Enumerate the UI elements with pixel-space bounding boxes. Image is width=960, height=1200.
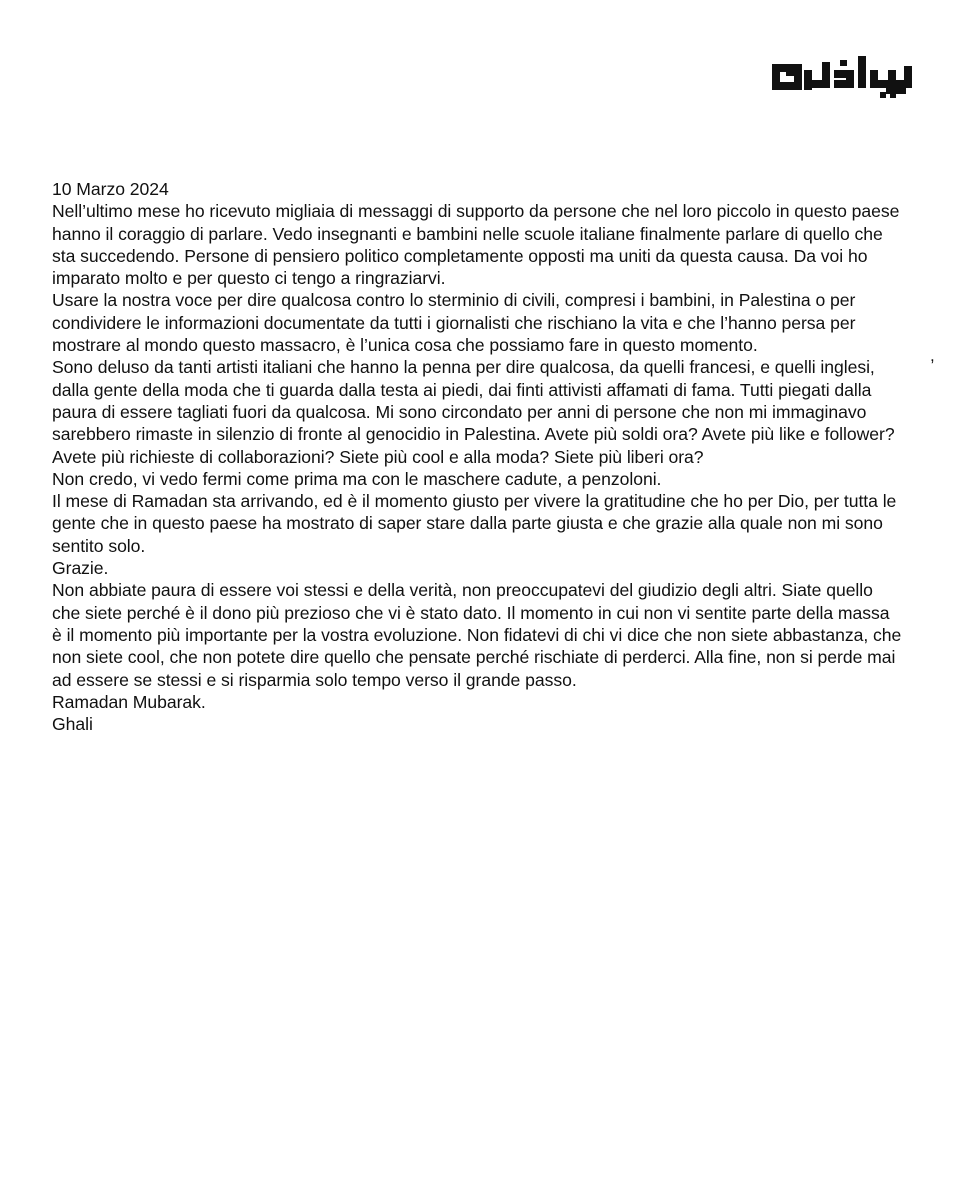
letter-body [52, 178, 902, 735]
stray-punctuation: , [930, 346, 935, 365]
paragraph-thanks: Grazie. [52, 558, 109, 579]
logo-mark [768, 52, 918, 100]
closing-greeting: Ramadan Mubarak. [52, 691, 206, 712]
paragraph-5: Il mese di Ramadan sta arrivando, ed è il momento giusto per vivere la gratitudine che ho per Dio, per tutta le gente che in questo paese ha mostrato di saper stare dalla parte giusta e che grazie alla quale non mi sono sentito solo. [52, 491, 897, 556]
paragraph-6: Non abbiate paura di essere voi stessi e della verità, non preoccupatevi del giudizio degli altri. Siate quello che siete perché è il dono più prezioso che vi è stato dato. Il momento in cui non vi sentite parte della massa è il momento più importante per la vostra evoluzione. Non fidatevi di chi vi dice che non siete abbastanza, che non siete cool, che non potete dire quello che pensate perché rischiate di perderci. Alla fine, non si perde mai ad essere se stessi e si risparmia solo tempo verso il grande passo. [52, 580, 902, 690]
paragraph-4: Non credo, vi vedo fermi come prima ma con le maschere cadute, a penzoloni. [52, 468, 662, 489]
paragraph-1: Nell’ultimo mese ho ricevuto migliaia di messaggi di supporto da persone che nel loro piccolo in questo paese hanno il coraggio di parlare. Vedo insegnanti e bambini nelle scuole italiane finalmente parlare di quello che sta succedendo. Persone di pensiero politico completamente opposti ma uniti da questa causa. Da voi ho imparato molto e per questo ci tengo a ringraziarvi. [52, 201, 900, 289]
letter-date: 10 Marzo 2024 [52, 179, 169, 199]
paragraph-3: Sono deluso da tanti artisti italiani che hanno la penna per dire qualcosa, da quelli francesi, e quelli inglesi, dalla gente della moda che ti guarda dalla testa ai piedi, dai finti attivisti affamati di fama. Tutti piegati dalla paura di essere tagliati fuori da qualcosa. Mi sono circondato per anni di persone che non mi immaginavo sarebbero rimaste in silenzio di fronte al genocidio in Palestina. Avete più soldi ora? Avete più like e follower? Avete più richieste di collaborazioni? Siete più cool e alla moda? Siete più liberi ora? [52, 357, 895, 467]
signature: Ghali [52, 714, 93, 735]
ghali-arabic-logo [768, 52, 918, 100]
paragraph-2: Usare la nostra voce per dire qualcosa contro lo sterminio di civili, compresi i bambini, in Palestina o per condividere le informazioni documentate da tutti i giornalisti che rischiano la vita e che l’hanno persa per mostrare al mondo questo massacro, è l’unica cosa che possiamo fare in questo momento. [52, 290, 856, 356]
